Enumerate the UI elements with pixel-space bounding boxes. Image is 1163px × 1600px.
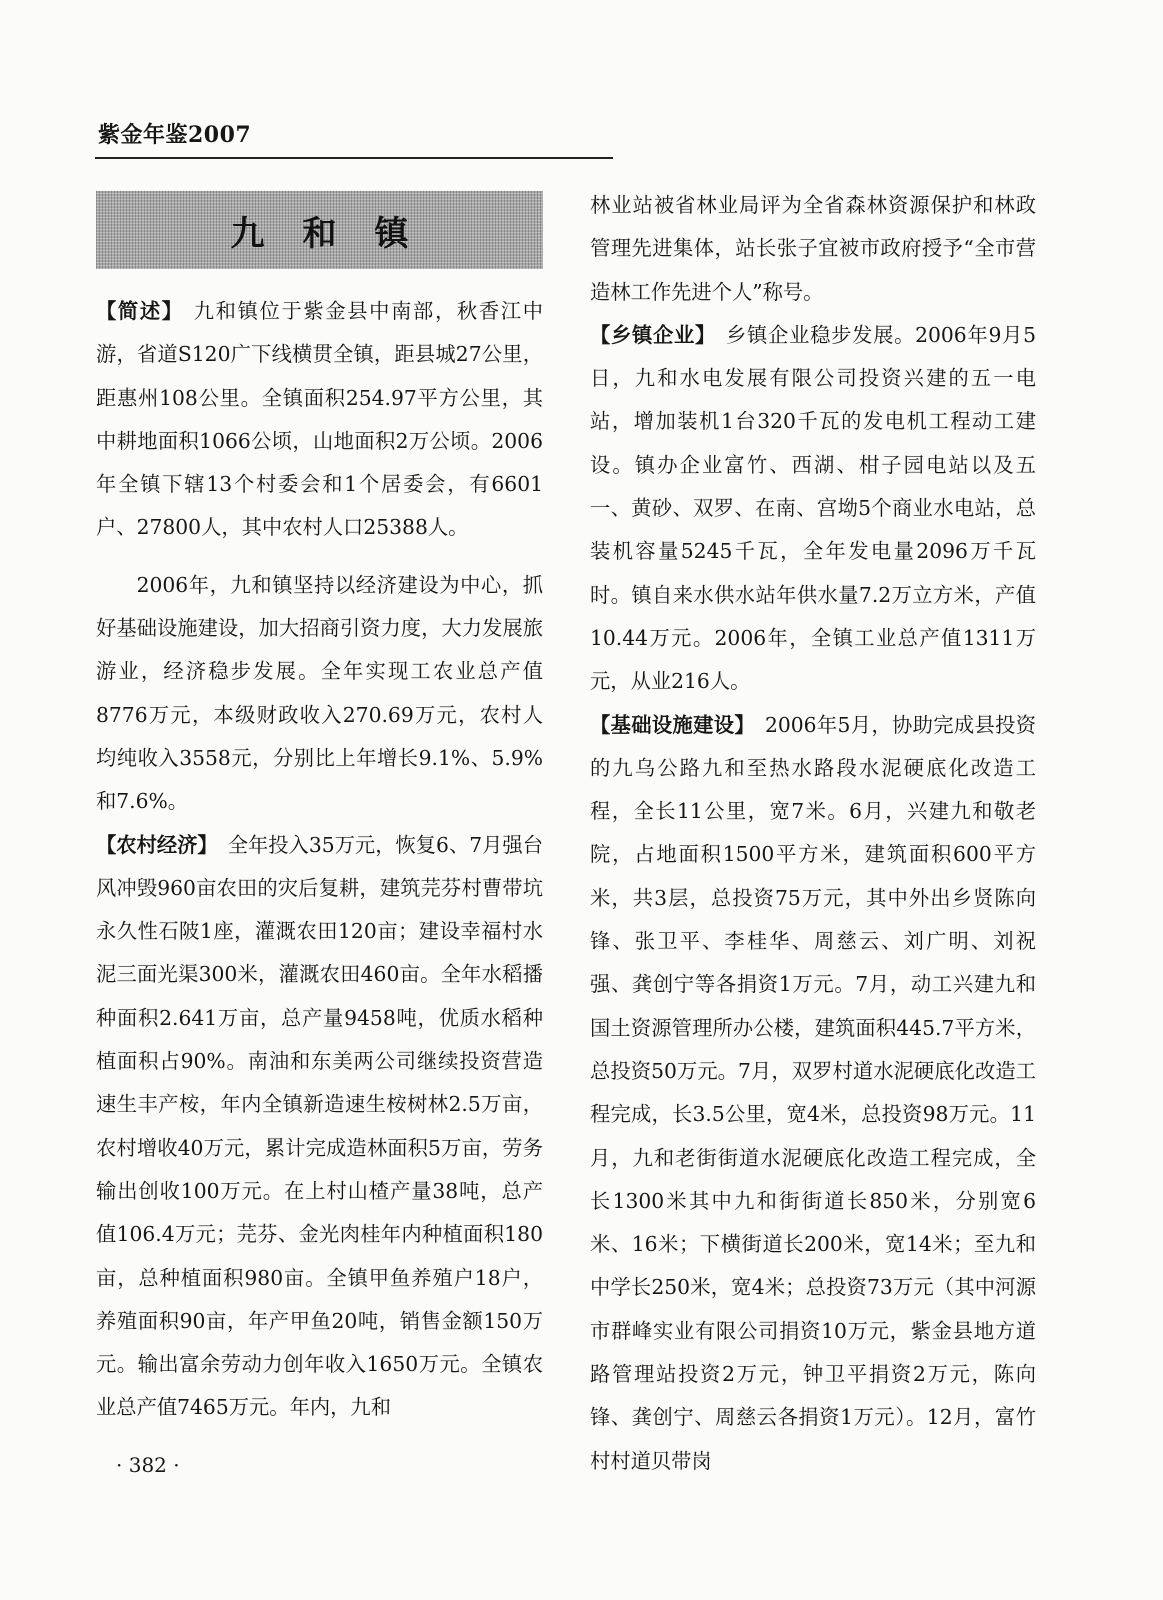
paragraph-township-enterprise-text: 乡镇企业稳步发展。2006年9月5日，九和水电发展有限公司投资兴建的五一电站，增加装机1台320千瓦的发电机工程动工建设。镇办企业富竹、西湖、柑子园电站以及五一、黄砂、双罗、在南、宫坳5个商业水电站，总装机容量5245千瓦，全年发电量2096万千瓦时。镇自来水供水站年供水量7.2万立方米，产值10.44万元。2006年，全镇工业总产值1311万元，从业216人。 <box>590 322 1036 694</box>
section-heading-rural-economy: 【农村经济】 <box>96 832 218 857</box>
paragraph-overview <box>96 290 543 550</box>
left-column <box>96 290 543 1430</box>
section-heading-township-enterprise: 【乡镇企业】 <box>590 322 717 347</box>
paragraph-forestry-continued: 林业站被省林业局评为全省森林资源保护和林政管理先进集体，站长张子宜被市政府授予“全市营造林工作先进个人”称号。 <box>590 193 1036 304</box>
paragraph-township-enterprise <box>590 314 1036 704</box>
paragraph-economy-summary: 2006年，九和镇坚持以经济建设为中心，抓好基础设施建设，加大招商引资力度，大力发展旅游业，经济稳步发展。全年实现工农业总产值8776万元，本级财政收入270.69万元，农村人均纯收入3558元，分别比上年增长9.1%、5.9%和7.6%。 <box>96 572 543 814</box>
paragraph-overview-text: 九和镇位于紫金县中南部，秋香江中游，省道S120广下线横贯全镇，距县城27公里，距惠州108公里。全镇面积254.97平方公里，其中耕地面积1066公顷，山地面积2万公顷。2006年全镇下辖13个村委会和1个居委会，有6601户、27800人，其中农村人口25388人。 <box>96 299 543 540</box>
section-heading-overview: 【简述】 <box>96 299 184 323</box>
section-title-box <box>96 191 543 269</box>
right-column <box>590 184 1036 1483</box>
running-header: 紫金年鉴2007 <box>98 122 252 148</box>
section-title: 九和镇 <box>230 213 447 254</box>
paragraph-infrastructure-text: 2006年5月，协助完成县投资的九乌公路九和至热水路段水泥硬底化改造工程，全长11公里，宽7米。6月，兴建九和敬老院，占地面积1500平方米，建筑面积600平方米，共3层，总投资75万元，其中外出乡贤陈向锋、张卫平、李桂华、周慈云、刘广明、刘祝强、龚创宁等各捐资1万元。7月，动工兴建九和国土资源管理所办公楼，建筑面积445.7平方米，总投资50万元。7月，双罗村道水泥硬底化改造工程完成，长3.5公里，宽4米，总投资98万元。11月，九和老街街道水泥硬底化改造工程完成，全长1300米其中九和街街道长850米，分别宽6米、16米；下横街道长200米，宽14米；至九和中学长250米，宽4米；总投资73万元（其中河源市群峰实业有限公司捐资10万元，紫金县地方道路管理站投资2万元，钟卫平捐资2万元，陈向锋、龚创宁、周慈云各捐资1万元）。12月，富竹村村道贝带岗 <box>590 712 1036 1473</box>
page-number: · 382 · <box>116 1453 180 1477</box>
section-heading-infrastructure: 【基础设施建设】 <box>590 712 755 737</box>
paragraph-rural-economy-text: 全年投入35万元，恢复6、7月强台风冲毁960亩农田的灾后复耕，建筑芫芬村曹带坑永久性石陂1座，灌溉农田120亩；建设幸福村水泥三面光渠300米，灌溉农田460亩。全年水稻播种面积2.641万亩，总产量9458吨，优质水稻种植面积占90%。南油和东美两公司继续投资营造速生丰产桉，年内全镇新造速生桉树林2.5万亩，农村增收40万元，累计完成造林面积5万亩，劳务输出创收100万元。在上村山楂产量38吨，总产值106.4万元；芫芬、金光肉桂年内种植面积180亩，总种植面积980亩。全镇甲鱼养殖户18户，养殖面积90亩，年产甲鱼20吨，销售金额150万元。输出富余劳动力创年收入1650万元。全镇农业总产值7465万元。年内，九和 <box>96 832 543 1420</box>
header-rule <box>95 157 613 159</box>
paragraph-infrastructure <box>590 704 1036 1483</box>
paragraph-rural-economy <box>96 824 543 1430</box>
